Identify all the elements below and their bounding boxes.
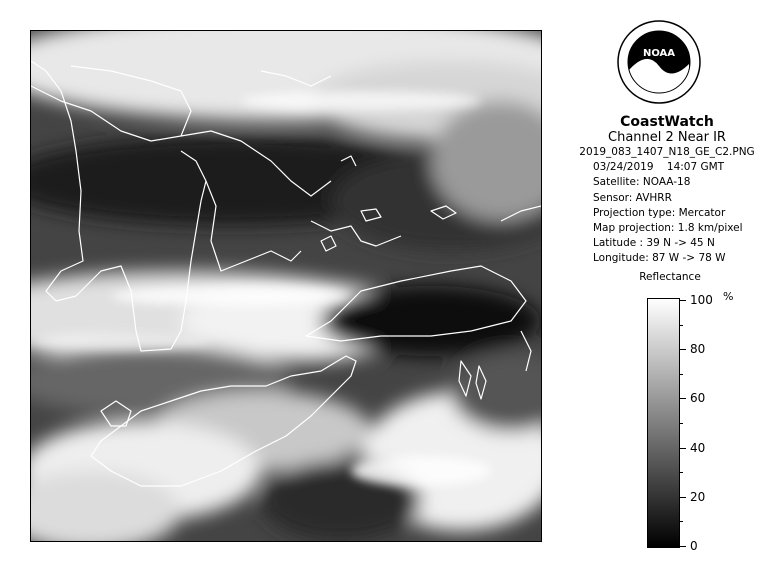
sensor-label: Sensor: AVHRR (593, 191, 672, 204)
noaa-logo-text: NOAA (642, 48, 676, 59)
noaa-logo (617, 20, 701, 104)
satellite-label: Satellite: NOAA-18 (593, 176, 691, 189)
colorbar-tick (680, 497, 686, 498)
map-projection-label: Map projection: 1.8 km/pixel (593, 222, 743, 235)
date-label: 03/24/2019 (593, 161, 654, 174)
latitude-label: Latitude : 39 N -> 45 N (593, 237, 715, 250)
colorbar-minor-tick (680, 325, 683, 326)
info-panel (556, 114, 778, 267)
colorbar-tick-label: 20 (690, 489, 706, 504)
colorbar-tick-label: 0 (690, 539, 698, 553)
reflectance-colorbar (647, 298, 680, 548)
brand-title: CoastWatch (620, 114, 714, 130)
colorbar-tick (680, 448, 686, 449)
colorbar-tick-label: 100 (690, 293, 713, 307)
map-image (31, 31, 541, 541)
legend-title: Reflectance (639, 271, 701, 283)
satellite-map (30, 30, 542, 542)
filename-label: 2019_083_1407_N18_GE_C2.PNG (579, 146, 755, 158)
colorbar-minor-tick (680, 374, 683, 375)
colorbar-tick (680, 398, 686, 399)
datetime-row (556, 160, 778, 175)
colorbar-tick-label: 60 (690, 391, 706, 406)
colorbar-minor-tick (680, 472, 683, 473)
colorbar-tick-label: 80 (690, 342, 706, 357)
colorbar-minor-tick (680, 423, 683, 424)
colorbar-tick (680, 300, 686, 301)
colorbar-minor-tick (680, 521, 683, 522)
channel-label: Channel 2 Near IR (608, 130, 726, 145)
colorbar-tick (680, 546, 686, 547)
longitude-label: Longitude: 87 W -> 78 W (593, 252, 726, 265)
time-label: 14:07 GMT (666, 161, 725, 174)
projection-type-label: Projection type: Mercator (593, 206, 726, 219)
colorbar-tick (680, 349, 686, 350)
colorbar-tick-label: 40 (690, 440, 706, 455)
legend-unit: % (723, 290, 734, 303)
